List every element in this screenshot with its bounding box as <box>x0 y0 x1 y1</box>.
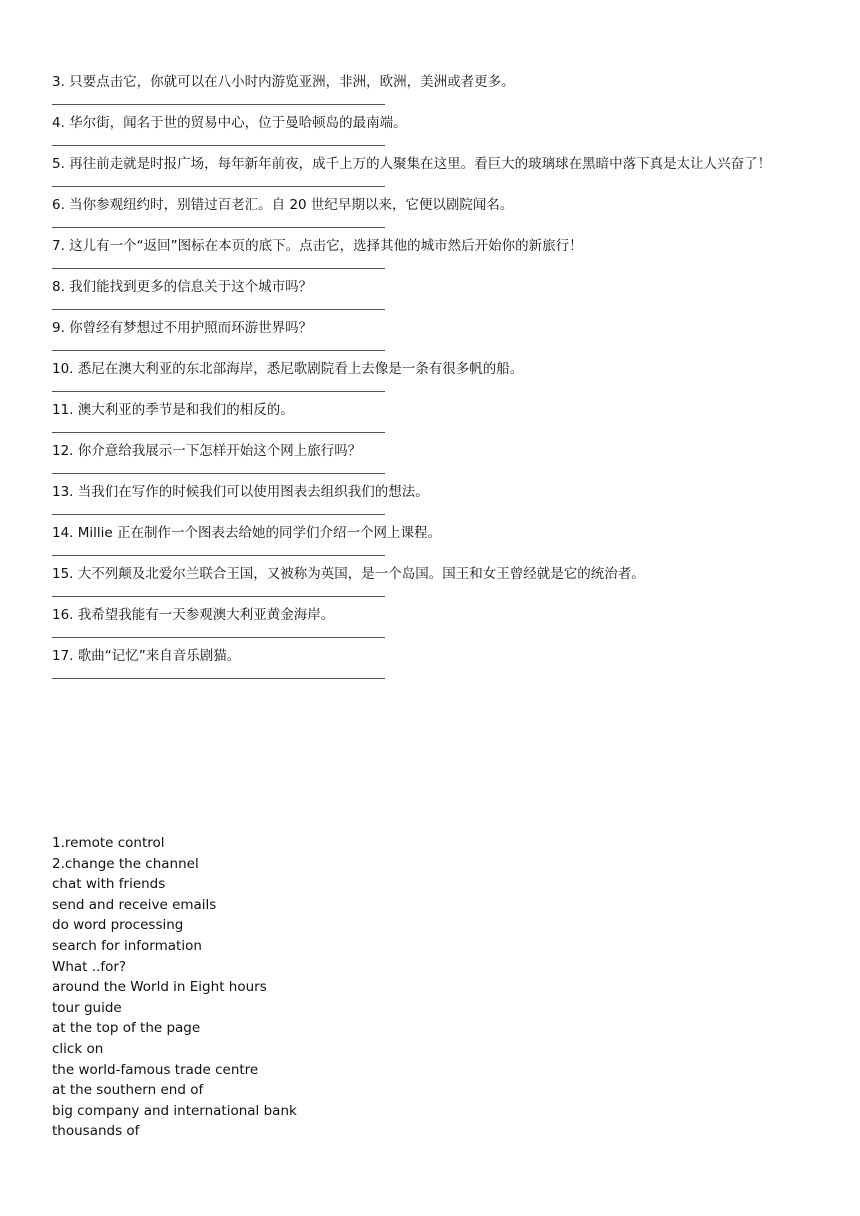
question-item <box>52 318 812 351</box>
vocabulary-item: 2.change the channel <box>52 855 199 872</box>
question-item <box>52 154 812 187</box>
answer-line <box>52 432 385 433</box>
question-item <box>52 523 812 556</box>
question-item <box>52 113 812 146</box>
vocabulary-item: big company and international bank <box>52 1102 297 1119</box>
vocabulary-item: What ..for? <box>52 958 127 975</box>
question-item <box>52 482 812 515</box>
question-text: 7. 这儿有一个“返回”图标在本页的底下。点击它，选择其他的城市然后开始你的新旅行！ <box>52 238 583 254</box>
question-text: 3. 只要点击它，你就可以在八小时内游览亚洲，非洲，欧洲，美洲或者更多。 <box>52 74 515 90</box>
question-item <box>52 646 812 679</box>
question-item <box>52 400 812 433</box>
answer-line <box>52 391 385 392</box>
answer-line <box>52 309 385 310</box>
question-item <box>52 605 812 638</box>
answer-line <box>52 678 385 679</box>
question-item <box>52 359 812 392</box>
question-text: 13. 当我们在写作的时候我们可以使用图表去组织我们的想法。 <box>52 484 429 500</box>
question-text: 15. 大不列颠及北爱尔兰联合王国，又被称为英国，是一个岛国。国王和女王曾经就是它的统治者。 <box>52 566 645 582</box>
question-text: 12. 你介意给我展示一下怎样开始这个网上旅行吗？ <box>52 443 362 459</box>
question-text: 17. 歌曲“记忆”来自音乐剧猫。 <box>52 648 241 664</box>
question-text: 6. 当你参观纽约时，别错过百老汇。自 20 世纪早期以来，它便以剧院闻名。 <box>52 197 514 213</box>
answer-line <box>52 227 385 228</box>
question-item <box>52 564 812 597</box>
answer-line <box>52 596 385 597</box>
vocabulary-item: click on <box>52 1040 104 1057</box>
vocabulary-item: thousands of <box>52 1123 140 1140</box>
question-text: 16. 我希望我能有一天参观澳大利亚黄金海岸。 <box>52 607 335 623</box>
question-text: 11. 澳大利亚的季节是和我们的相反的。 <box>52 402 294 418</box>
vocabulary-list <box>52 833 452 1142</box>
answer-line <box>52 555 385 556</box>
question-item <box>52 236 812 269</box>
vocabulary-item: 1.remote control <box>52 835 165 851</box>
vocabulary-item: the world-famous trade centre <box>52 1061 259 1078</box>
question-text: 5. 再往前走就是时报广场，每年新年前夜，成千上万的人聚集在这里。看巨大的玻璃球在黑暗中落下真是太让人兴奋了！ <box>52 156 772 172</box>
vocabulary-item: at the southern end of <box>52 1082 204 1099</box>
vocabulary-item: search for information <box>52 937 202 954</box>
answer-line <box>52 268 385 269</box>
answer-line <box>52 104 385 105</box>
question-text: 9. 你曾经有梦想过不用护照而环游世界吗？ <box>52 320 313 336</box>
question-item <box>52 441 812 474</box>
answer-line <box>52 514 385 515</box>
answer-line <box>52 145 385 146</box>
answer-line <box>52 186 385 187</box>
question-item <box>52 195 812 228</box>
question-list <box>52 72 812 687</box>
question-text: 14. Millie 正在制作一个图表去给她的同学们介绍一个网上课程。 <box>52 525 442 541</box>
vocabulary-item: at the top of the page <box>52 1020 201 1037</box>
question-item <box>52 277 812 310</box>
vocabulary-item: chat with friends <box>52 876 166 893</box>
question-item <box>52 72 812 105</box>
answer-line <box>52 350 385 351</box>
question-text: 8. 我们能找到更多的信息关于这个城市吗？ <box>52 279 313 295</box>
answer-line <box>52 473 385 474</box>
answer-line <box>52 637 385 638</box>
vocabulary-item: around the World in Eight hours <box>52 979 267 996</box>
vocabulary-item: do word processing <box>52 917 184 934</box>
question-text: 4. 华尔街，闻名于世的贸易中心，位于曼哈顿岛的最南端。 <box>52 115 407 131</box>
vocabulary-item: send and receive emails <box>52 896 217 913</box>
vocabulary-item: tour guide <box>52 999 122 1016</box>
question-text: 10. 悉尼在澳大利亚的东北部海岸，悉尼歌剧院看上去像是一条有很多帆的船。 <box>52 361 524 377</box>
